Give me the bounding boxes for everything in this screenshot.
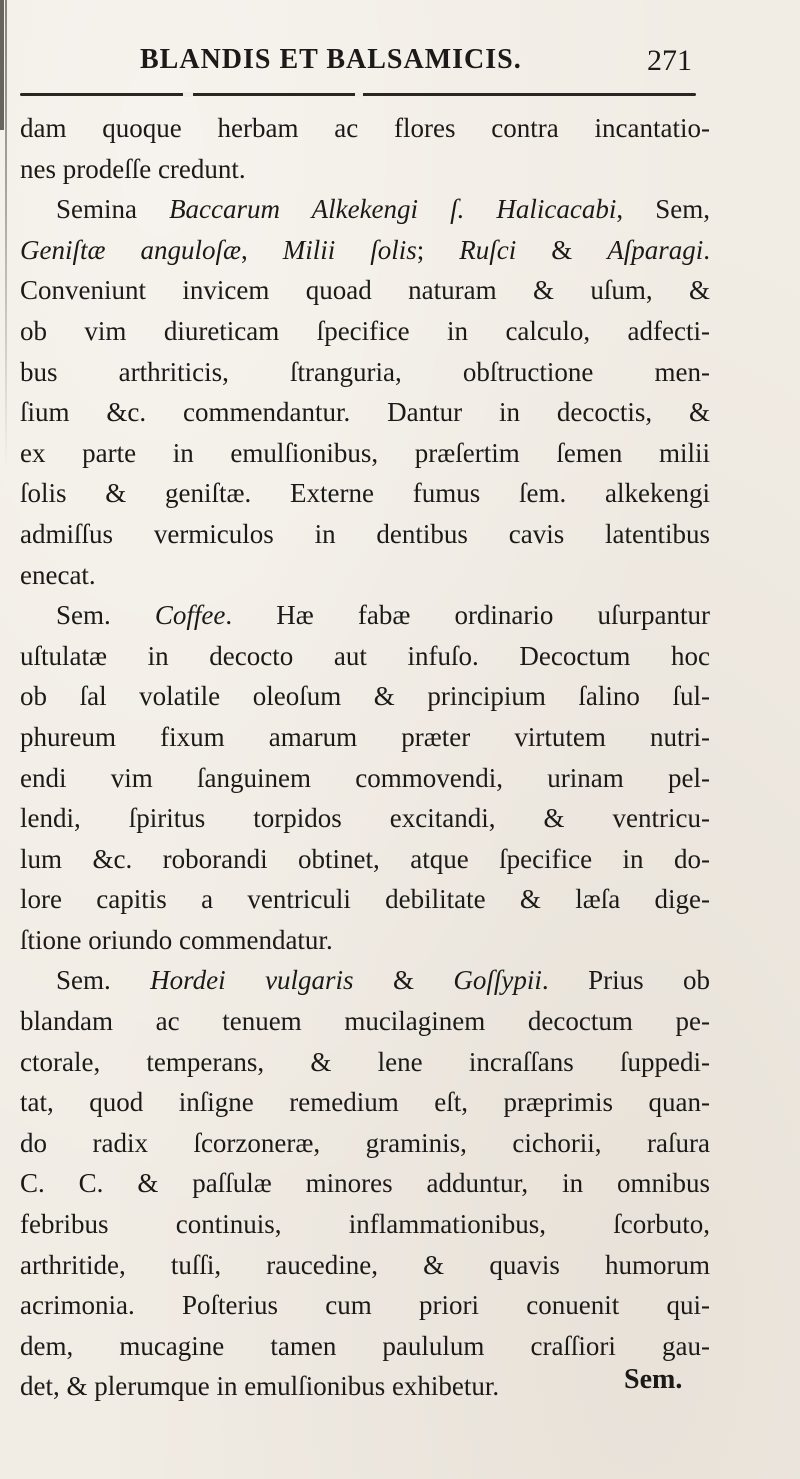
text-line [20,960,710,1001]
italic-name: Goſſypii [453,965,542,996]
text-line [20,595,710,636]
text-line: arthritide, tuſſi, raucedine, & quavis humorum [20,1249,710,1280]
text-segment: Sem. [56,600,155,631]
text-line [20,189,710,230]
text-line: febribus continuis, inflammationibus, ſcorbuto, [20,1209,710,1240]
text-line: uſtulatæ in decocto aut infuſo. Decoctum hoc [20,640,710,671]
text-line: ex parte in emulſionibus, præſertim ſemen milii [20,437,710,468]
text-segment: ; [416,234,460,265]
text-line: do radix ſcorzoneræ, graminis, cichorii, raſura [20,1127,710,1158]
header-rule-break [183,92,193,97]
body-text [20,108,710,1407]
text-line: dam quoque herbam ac flores contra incantatio- [20,113,710,143]
italic-name: Aſparagi [607,234,704,265]
text-line: C. C. & paſſulæ minores adduntur, in omnibus [20,1168,710,1199]
text-line: ſolis & geniſtæ. Externe fumus ſem. alkekengi [20,478,710,509]
text-line: dem, mucagine tamen paululum craſſiori gau- [20,1330,710,1361]
text-line: blandam ac tenuem mucilaginem decoctum pe- [20,1006,710,1037]
text-segment: Semina [56,194,170,225]
text-line: admiſſus vermiculos in dentibus cavis latentibus [20,518,710,549]
text-segment: Sem. [56,965,151,996]
text-line: lum &c. roborandi obtinet, atque ſpecifice in do- [20,843,710,874]
text-line: phureum fixum amarum præter virtutem nutri- [20,721,710,752]
text-segment: & [516,234,608,265]
text-line: lendi, ſpiritus torpidos excitandi, & ventricu- [20,803,710,834]
text-segment: & [353,965,454,996]
text-segment: . Hæ fabæ ordinario uſurpantur [225,600,710,631]
text-line: enecat. [20,559,96,590]
text-segment: , [241,234,283,265]
text-line: acrimonia. Poſterius cum priori conuenit qui- [20,1290,710,1321]
text-line: ctorale, temperans, & lene incraſſans ſuppedi- [20,1046,710,1077]
text-line: ob vim diureticam ſpecifice in calculo, adfecti- [20,315,710,346]
running-title: BLANDIS ET BALSAMICIS. [140,44,522,75]
italic-name: Hordei vulgaris [150,965,354,996]
catchword: Sem. [624,1364,683,1395]
text-line: ſtione oriundo commendatur. [20,924,333,955]
gutter-edge [5,0,7,470]
gutter-shadow [0,0,4,130]
italic-name: Baccarum Alkekengi ſ. Halicacabi [169,194,617,225]
text-segment: . [703,234,710,265]
text-line: nes prodeſſe credunt. [20,153,246,184]
text-line: bus arthriticis, ſtranguria, obſtructione men- [20,356,710,387]
text-line: lore capitis a ventriculi debilitate & læſa dige- [20,884,710,915]
text-segment: . Prius ob [541,965,710,996]
text-line [20,230,710,271]
header-rule-break [355,92,363,97]
italic-name: Geniſtæ anguloſæ [20,234,241,265]
page-number: 271 [647,44,692,77]
text-line: endi vim ſanguinem commovendi, urinam pel- [20,762,710,793]
running-head [140,44,700,84]
italic-name: Ruſci [459,234,517,265]
italic-name: Coffee [154,600,226,631]
italic-name: Milii ſolis [282,234,417,265]
text-line: tat, quod inſigne remedium eſt, præprimis quan- [20,1087,710,1118]
text-line: ſium &c. commendantur. Dantur in decoctis, & [20,397,710,428]
text-line: ob ſal volatile oleoſum & principium ſalino ſul- [20,681,710,712]
text-line: Conveniunt invicem quoad naturam & uſum, & [20,275,710,306]
text-segment: , Sem, [616,194,710,225]
text-line: det, & plerumque in emulſionibus exhibetur. [20,1371,500,1402]
